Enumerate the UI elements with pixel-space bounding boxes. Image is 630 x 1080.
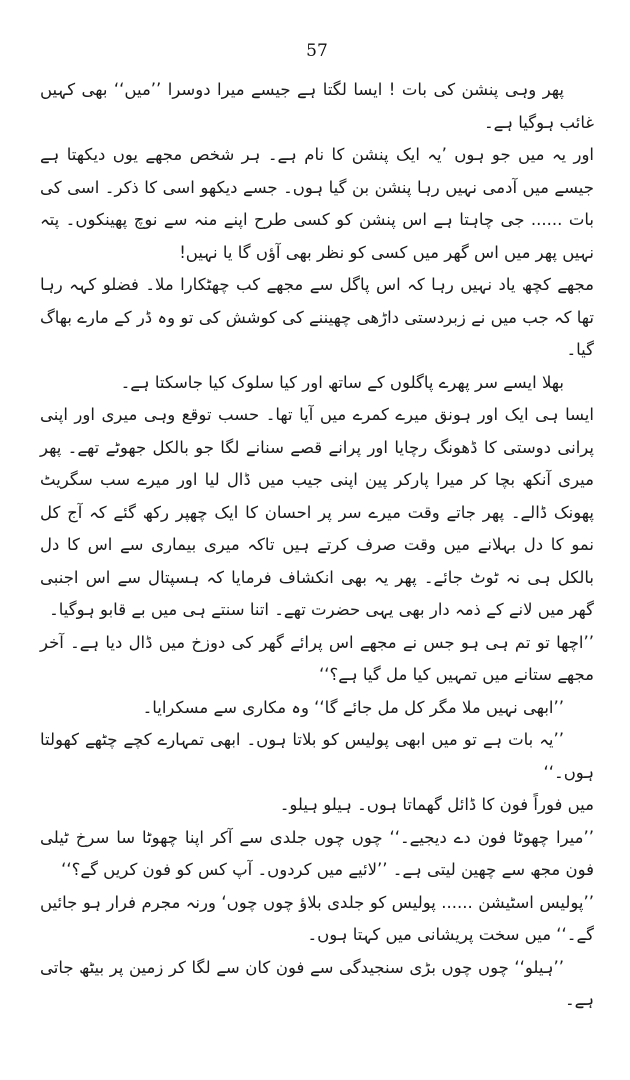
paragraph-6: ’’اچھا تو تم ہی ہو جس نے مجھے اس پرائے گھر کی دوزخ میں ڈال دیا ہے۔ آخر مجھے ستانے میں تمہیں کیا مل گیا ہے؟‘‘ xyxy=(40,632,594,684)
paragraph-1: پھر وہی پنشن کی بات ! ایسا لگتا ہے جیسے میرا دوسرا ’’میں‘‘ بھی کہیں غائب ہوگیا ہے۔ xyxy=(40,80,594,132)
paragraph-5: ایسا ہی ایک اور ہونق میرے کمرے میں آیا تھا۔ حسب توقع وہی میری اور اپنی پرانی دوستی کا ڈھونگ رچایا اور پرانے قصے سنانے لگا جو بالکل جھوٹے تھے۔ پھر میری آنکھ بچا کر میرا پارکر پین اپنی جیب میں ڈال لیا اور میرے سب سگریٹ پھونک ڈالے۔ پھر جاتے وقت میرے سر پر احسان کا ایک چھپر رکھ گئے کہ آج کل نمو کا دل بہلانے میں وقت صرف کرتے ہیں تاکہ میری بیماری سے اس کا دل بالکل ہی نہ ٹوٹ جائے۔ پھر یہ بھی انکشاف فرمایا کہ ہسپتال سے اس اجنبی گھر میں لانے کے ذمہ دار بھی یہی حضرت تھے۔ اتنا سنتے ہی میں بے قابو ہوگیا۔ xyxy=(40,405,594,619)
paragraph-10: ’’میرا چھوٹا فون دے دیجیے۔‘‘ چوں چوں جلدی سے آکر اپنا چھوٹا سا سرخ ٹیلی فون مجھ سے چھین لیتی ہے۔ ’’لائیے میں کردوں۔ آپ کس کو فون کریں گے؟‘‘ xyxy=(40,827,594,879)
paragraph-3: مجھے کچھ یاد نہیں رہا کہ اس پاگل سے مجھے کب چھٹکارا ملا۔ فضلو کہہ رہا تھا کہ جب میں نے زبردستی داڑھی چھیننے کی کوشش کی تو وہ ڈر کے مارے بھاگ گیا۔ xyxy=(40,275,594,359)
paragraph-7: ’’ابھی نہیں ملا مگر کل مل جائے گا‘‘ وہ مکاری سے مسکرایا۔ xyxy=(142,697,564,717)
paragraph-11: ’’پولیس اسٹیشن ...... پولیس کو جلدی بلاؤ چوں چوں‘ ورنہ مجرم فرار ہو جائیں گے۔‘‘ میں سخت پریشانی میں کہتا ہوں۔ xyxy=(40,892,594,944)
paragraph-8: ’’یہ بات ہے تو میں ابھی پولیس کو بلاتا ہوں۔ ابھی تمہارے کچے چٹھے کھولتا ہوں۔‘‘ xyxy=(40,730,594,782)
paragraph-12: ’’ہیلو‘‘ چوں چوں بڑی سنجیدگی سے فون کان سے لگا کر زمین پر بیٹھ جاتی ہے۔ xyxy=(40,957,594,1009)
paragraph-9: میں فوراً فون کا ڈائل گھماتا ہوں۔ ہیلو ہیلو۔ xyxy=(279,795,594,814)
page-number: 57 xyxy=(306,41,328,61)
paragraph-2: اور یہ میں جو ہوں ’یہ ایک پنشن کا نام ہے۔ ہر شخص مجھے یوں دیکھتا ہے جیسے میں آدمی نہیں رہا پنشن بن گیا ہوں۔ جسے دیکھو اسی کا ذکر۔ اسی کی بات ...... جی چاہتا ہے اس پنشن کو کسی طرح اپنے منہ سے نوچ پھینکوں۔ پتہ نہیں پھر میں اس گھر میں کسی کو نظر بھی آؤں گا یا نہیں! xyxy=(40,145,594,262)
page-body-text xyxy=(40,74,594,1017)
paragraph-4: بھلا ایسے سر پھرے پاگلوں کے ساتھ اور کیا سلوک کیا جاسکتا ہے۔ xyxy=(120,372,564,392)
